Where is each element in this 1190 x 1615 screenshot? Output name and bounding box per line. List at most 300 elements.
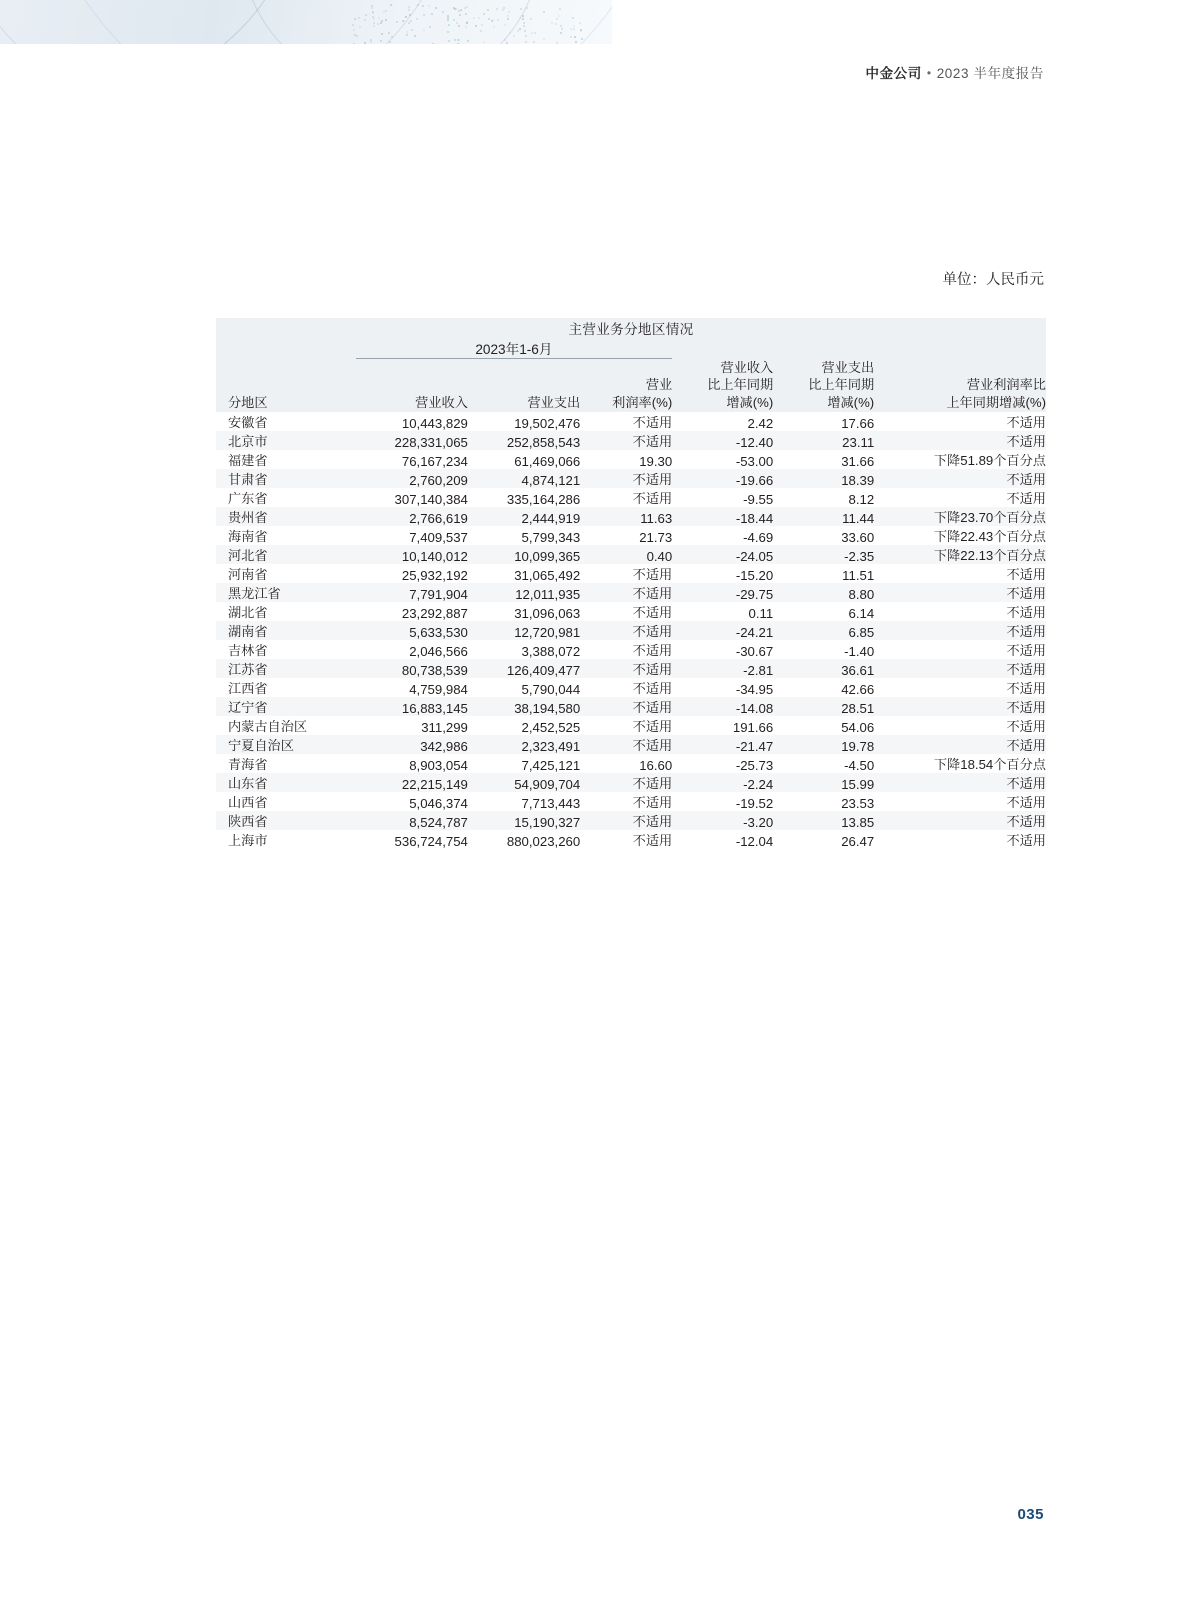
banner-dot-icon	[458, 39, 460, 41]
table-cell: 下降18.54个百分点	[933, 756, 1046, 772]
banner-dot-icon	[456, 8, 458, 10]
table-cell-region: 宁夏自治区	[228, 737, 294, 753]
table-cell-region: 湖南省	[228, 623, 268, 639]
table-cell: 不适用	[1006, 661, 1046, 677]
banner-dot-icon	[551, 22, 553, 24]
banner-dot-icon	[380, 22, 382, 24]
column-header-revenue-yoy	[672, 359, 773, 412]
table-cell: 26.47	[841, 833, 875, 849]
table-cell: 2,323,491	[521, 738, 581, 754]
table-cell: -19.52	[735, 795, 774, 811]
banner-dot-icon	[447, 31, 449, 33]
table-cell: 下降22.43个百分点	[933, 528, 1046, 544]
banner-dot-icon	[543, 11, 545, 13]
banner-dot-icon	[559, 8, 561, 10]
table-cell: 307,140,384	[394, 491, 468, 507]
banner-dot-icon	[507, 15, 509, 17]
table-cell-region: 内蒙古自治区	[228, 718, 308, 734]
banner-dot-icon	[353, 29, 355, 31]
banner-dot-icon	[533, 41, 535, 43]
table-row	[216, 640, 1046, 659]
table-cell: 4,874,121	[521, 472, 581, 488]
table-cell: 不适用	[1006, 832, 1046, 848]
table-cell: 311,299	[421, 719, 468, 735]
table-cell: 不适用	[1006, 718, 1046, 734]
table-cell: 不适用	[632, 414, 673, 430]
table-cell: 191.66	[732, 719, 774, 735]
banner-dot-icon	[579, 22, 581, 24]
table-cell: 不适用	[632, 737, 673, 753]
table-cell-region: 山西省	[228, 794, 268, 810]
table-cell: 54.06	[841, 719, 875, 735]
table-row	[216, 735, 1046, 754]
banner-dot-icon	[523, 22, 525, 24]
table-cell: 不适用	[632, 642, 673, 658]
table-row	[216, 431, 1046, 450]
table-cell: 7,425,121	[521, 757, 581, 773]
banner-dot-icon	[480, 30, 482, 32]
banner-dot-icon	[467, 40, 469, 42]
banner-dot-icon	[391, 36, 393, 38]
column-header-margin-yoy	[874, 359, 1046, 412]
table-cell: 42.66	[841, 681, 875, 697]
table-cell: 4,759,984	[409, 681, 468, 697]
banner-dot-icon	[526, 7, 528, 9]
banner-dot-icon	[509, 32, 511, 34]
banner-dot-icon	[388, 32, 390, 34]
banner-dot-icon	[431, 13, 433, 15]
banner-dot-icon	[475, 25, 477, 27]
table-cell: 不适用	[632, 718, 673, 734]
table-row	[216, 659, 1046, 678]
table-cell: 335,164,286	[506, 491, 581, 507]
table-row	[216, 754, 1046, 773]
table-cell: 11.63	[640, 510, 673, 526]
column-header-line: 营业收入	[720, 359, 774, 375]
table-cell-region: 江西省	[228, 680, 268, 696]
table-cell: 28.51	[841, 700, 875, 716]
banner-dot-icon	[497, 19, 499, 21]
period-spacer-right	[874, 338, 1046, 359]
table-cell: 不适用	[1006, 604, 1046, 620]
decorative-header-banner	[0, 0, 612, 44]
table-row	[216, 545, 1046, 564]
table-row	[216, 716, 1046, 735]
banner-dot-icon	[378, 17, 380, 19]
banner-dot-icon	[464, 7, 466, 9]
banner-dot-icon	[370, 41, 372, 43]
banner-dot-icon	[447, 19, 449, 21]
table-row	[216, 583, 1046, 602]
banner-dot-icon	[573, 28, 575, 30]
table-cell-region: 江苏省	[228, 661, 268, 677]
table-cell: 不适用	[1006, 737, 1046, 753]
banner-dot-icon	[524, 30, 526, 32]
table-cell-region: 河北省	[228, 547, 268, 563]
table-cell: -24.21	[735, 624, 774, 640]
banner-dot-icon	[442, 11, 444, 13]
table-cell-region: 福建省	[228, 452, 268, 468]
banner-dot-icon	[372, 12, 374, 14]
table-cell: 31,096,063	[514, 605, 581, 621]
column-header-line: 营业收入	[415, 395, 468, 411]
banner-dot-icon	[506, 42, 508, 44]
table-cell: 不适用	[1006, 471, 1046, 487]
banner-dot-icon	[417, 4, 419, 6]
table-row	[216, 602, 1046, 621]
banner-dot-icon	[572, 17, 574, 19]
column-header-line: 增减(%)	[827, 395, 875, 411]
table-cell: 5,790,044	[521, 681, 581, 697]
table-cell: 不适用	[1006, 680, 1046, 696]
banner-dot-icon	[416, 18, 418, 20]
table-cell: -30.67	[735, 643, 774, 659]
column-header-region	[216, 359, 356, 412]
table-cell: 23.53	[841, 795, 875, 811]
banner-dot-icon	[385, 10, 387, 12]
table-row	[216, 792, 1046, 811]
table-cell: 0.40	[646, 548, 673, 564]
table-cell: -4.50	[844, 757, 875, 773]
table-cell: 11.51	[842, 567, 875, 583]
column-header-line: 比上年同期	[707, 377, 774, 393]
table-cell: 不适用	[1006, 490, 1046, 506]
banner-dot-icon	[405, 16, 407, 18]
banner-dot-icon	[454, 39, 456, 41]
table-cell: 126,409,477	[506, 662, 581, 678]
table-cell-region: 吉林省	[228, 642, 268, 658]
column-header-line: 营业支出	[821, 359, 875, 375]
table-cell-region: 湖北省	[228, 604, 268, 620]
table-cell: 2,046,566	[409, 643, 468, 659]
table-row	[216, 526, 1046, 545]
table-cell: 不适用	[632, 661, 673, 677]
banner-dot-icon	[575, 41, 577, 43]
table-cell: 23.11	[842, 434, 875, 450]
banner-dot-icon	[352, 24, 354, 26]
banner-dot-icon	[465, 26, 467, 28]
table-cell: 不适用	[632, 623, 673, 639]
table-cell: 下降22.13个百分点	[933, 547, 1046, 563]
table-cell: 7,791,904	[409, 586, 468, 602]
banner-dot-icon	[520, 8, 522, 10]
banner-dot-icon	[561, 28, 563, 30]
banner-dot-icon	[432, 43, 434, 44]
table-cell: 11.44	[842, 510, 875, 526]
table-cell-region: 上海市	[228, 832, 268, 848]
banner-dot-icon	[428, 5, 430, 7]
table-cell: 8,524,787	[409, 814, 468, 830]
table-cell: 不适用	[632, 832, 673, 848]
table-cell: 10,140,012	[401, 548, 468, 564]
table-cell: 不适用	[632, 585, 673, 601]
table-cell: 不适用	[632, 699, 673, 715]
table-cell: 16,883,145	[401, 700, 468, 716]
table-cell: 31,065,492	[514, 567, 581, 583]
column-header-line: 分地区	[228, 395, 268, 411]
table-header	[216, 318, 1046, 412]
table-cell: 80,738,539	[401, 662, 468, 678]
column-header-line: 营业	[645, 377, 673, 393]
table-cell: 不适用	[1006, 699, 1046, 715]
table-row	[216, 469, 1046, 488]
banner-dot-icon	[488, 18, 490, 20]
table-cell: 0.11	[748, 605, 774, 621]
table-cell: 不适用	[1006, 433, 1046, 449]
table-cell: 342,986	[420, 738, 468, 754]
banner-dot-icon	[525, 35, 527, 37]
data-table	[216, 318, 1046, 849]
banner-dot-icon	[530, 18, 532, 20]
table-cell: 下降23.70个百分点	[933, 509, 1046, 525]
table-row	[216, 697, 1046, 716]
banner-dot-icon	[414, 35, 416, 37]
banner-dot-icon	[453, 19, 455, 21]
column-header-expense-yoy	[773, 359, 874, 412]
table-cell: 61,469,066	[514, 453, 581, 469]
table-cell: 3,388,072	[521, 643, 581, 659]
banner-dot-icon	[408, 6, 410, 8]
page-number: 035	[1017, 1506, 1044, 1523]
banner-dot-icon	[466, 22, 468, 24]
banner-dot-icon	[411, 29, 413, 31]
table-cell: 7,409,537	[409, 529, 468, 545]
table-cell-region: 广东省	[228, 490, 268, 506]
table-cell-region: 海南省	[228, 528, 268, 544]
banner-dot-icon	[365, 14, 367, 16]
table-cell: 不适用	[1006, 414, 1046, 430]
table-cell: 7,713,443	[521, 795, 581, 811]
table-cell-region: 河南省	[228, 566, 268, 582]
banner-dot-icon	[460, 9, 462, 11]
banner-dot-icon	[556, 42, 558, 44]
table-cell-region: 辽宁省	[228, 699, 268, 715]
banner-dot-icon	[573, 25, 575, 27]
table-cell: 17.66	[841, 415, 875, 431]
running-header-company: 中金公司	[865, 66, 922, 81]
banner-dot-icon	[356, 35, 358, 37]
table-row	[216, 412, 1046, 431]
banner-dot-icon	[523, 25, 525, 27]
table-cell: 不适用	[632, 813, 673, 829]
column-header-revenue	[356, 359, 468, 412]
table-cell: 2.42	[747, 415, 774, 431]
table-cell: 6.14	[848, 605, 875, 621]
table-cell: 19.78	[841, 738, 875, 754]
banner-dot-icon	[580, 30, 582, 32]
table-cell: 10,099,365	[514, 548, 581, 564]
table-cell: -53.00	[735, 453, 774, 469]
table-cell: 2,760,209	[409, 472, 468, 488]
table-cell: 不适用	[632, 775, 673, 791]
banner-dot-icon	[519, 17, 521, 19]
column-header-line: 营业支出	[527, 395, 581, 411]
banner-dot-icon	[517, 30, 519, 32]
table-cell: 不适用	[1006, 813, 1046, 829]
banner-dot-icon	[423, 29, 425, 31]
banner-dot-icon	[396, 21, 398, 23]
table-cell: 8.12	[848, 491, 875, 507]
table-cell: 5,799,343	[521, 529, 581, 545]
table-cell: 19,502,476	[514, 415, 581, 431]
table-cell: 12,720,981	[514, 624, 581, 640]
table-cell: 10,443,829	[401, 415, 468, 431]
table-cell: 不适用	[632, 680, 673, 696]
banner-dot-icon	[487, 9, 489, 11]
table-cell: 76,167,234	[401, 453, 468, 469]
banner-dot-icon	[408, 22, 410, 24]
table-cell: -34.95	[735, 681, 774, 697]
banner-dot-icon	[560, 32, 562, 34]
banner-dot-icon	[371, 7, 373, 9]
table-cell: 8.80	[848, 586, 875, 602]
banner-dot-icon	[581, 38, 583, 40]
table-cell: 5,633,530	[409, 624, 468, 640]
table-cell: -4.69	[743, 529, 774, 545]
banner-dot-icon	[373, 18, 375, 20]
column-header-line: 增减(%)	[726, 395, 774, 411]
table-cell: 不适用	[632, 490, 673, 506]
banner-dot-icon	[406, 31, 408, 33]
banner-dot-icon	[556, 18, 558, 20]
table-cell: 2,766,619	[409, 510, 468, 526]
column-header-line: 营业利润率比	[966, 377, 1046, 393]
banner-dot-icon	[465, 13, 467, 15]
banner-dot-icon	[483, 41, 485, 43]
table-cell-region: 贵州省	[228, 509, 268, 525]
running-header	[865, 62, 1044, 82]
table-row	[216, 811, 1046, 830]
table-cell: 不适用	[632, 604, 673, 620]
banner-dot-icon	[493, 26, 495, 28]
table-cell: 不适用	[632, 566, 673, 582]
banner-dot-icon	[410, 20, 412, 22]
table-title: 主营业务分地区情况	[568, 322, 694, 337]
table-row	[216, 678, 1046, 697]
table-cell: 536,724,754	[394, 833, 468, 849]
banner-dot-icon	[570, 28, 572, 30]
table-cell: 2,444,919	[521, 510, 581, 526]
table-cell-region: 甘肃省	[228, 471, 268, 487]
banner-dot-field	[352, 4, 582, 44]
table-cell: 18.39	[841, 472, 875, 488]
table-cell: 15.99	[841, 776, 875, 792]
table-cell: 不适用	[632, 433, 673, 449]
table-cell: 31.66	[841, 453, 875, 469]
table-row	[216, 488, 1046, 507]
table-period-row	[216, 338, 1046, 359]
banner-dot-icon	[458, 25, 460, 27]
banner-dot-icon	[456, 22, 458, 24]
table-cell: 6.85	[848, 624, 875, 640]
table-cell: 2,452,525	[521, 719, 581, 735]
banner-dot-icon	[543, 38, 545, 40]
table-cell: 不适用	[1006, 642, 1046, 658]
table-cell: 不适用	[1006, 623, 1046, 639]
banner-dot-icon	[570, 36, 572, 38]
table-cell: -12.40	[735, 434, 774, 450]
table-cell: -2.81	[743, 662, 774, 678]
table-row	[216, 564, 1046, 583]
table-cell: 38,194,580	[514, 700, 581, 716]
table-cell: -12.04	[735, 833, 774, 849]
unit-note: 单位：人民币元	[942, 272, 1044, 288]
table-cell-region: 陕西省	[228, 813, 268, 829]
column-header-profit-margin	[580, 359, 672, 412]
table-cell: 54,909,704	[514, 776, 581, 792]
period-spacer-left	[216, 338, 356, 359]
table-cell: 不适用	[1006, 585, 1046, 601]
table-cell-region: 北京市	[228, 433, 268, 449]
banner-dot-icon	[377, 23, 379, 25]
table-body	[216, 412, 1046, 849]
period-spacer-right	[773, 338, 874, 359]
banner-dot-icon	[534, 32, 536, 34]
table-cell: -29.75	[735, 586, 774, 602]
table-cell-region: 青海省	[228, 756, 268, 772]
banner-dot-icon	[457, 43, 459, 44]
table-cell: -3.20	[743, 814, 774, 830]
table-cell: 16.60	[639, 757, 673, 773]
table-cell: 5,046,374	[409, 795, 468, 811]
table-cell: 15,190,327	[514, 814, 581, 830]
table-row	[216, 773, 1046, 792]
banner-dot-icon	[359, 26, 361, 28]
period-label: 2023年1-6月	[356, 338, 673, 359]
banner-dot-icon	[447, 17, 449, 19]
banner-dot-icon	[385, 19, 387, 21]
banner-dot-icon	[364, 42, 366, 44]
table-cell: -21.47	[735, 738, 774, 754]
banner-dot-icon	[364, 19, 366, 21]
banner-dot-icon	[390, 4, 392, 6]
column-header-line: 比上年同期	[808, 377, 875, 393]
banner-dot-icon	[508, 11, 510, 13]
banner-dot-icon	[373, 25, 375, 27]
banner-dot-icon	[513, 35, 515, 37]
banner-dot-icon	[478, 17, 480, 19]
table-cell: -19.66	[735, 472, 774, 488]
table-cell: 25,932,192	[401, 567, 468, 583]
table-cell: 252,858,543	[506, 434, 581, 450]
table-cell: -25.73	[735, 757, 774, 773]
table-cell: 36.61	[841, 662, 875, 678]
table-cell: 23,292,887	[401, 605, 468, 621]
banner-dot-icon	[353, 43, 355, 44]
banner-dot-icon	[448, 40, 450, 42]
banner-dot-icon	[381, 33, 383, 35]
banner-dot-icon	[409, 14, 411, 16]
banner-dot-icon	[502, 9, 504, 11]
table-cell: -2.35	[844, 548, 875, 564]
column-header-line: 利润率(%)	[612, 395, 673, 411]
banner-dot-icon	[522, 15, 524, 17]
banner-dot-icon	[448, 24, 450, 26]
table-cell: 13.85	[841, 814, 875, 830]
banner-dot-icon	[525, 41, 527, 43]
column-header-expense	[468, 359, 580, 412]
table-cell: -24.05	[735, 548, 774, 564]
table-cell: -14.08	[735, 700, 774, 716]
banner-dot-icon	[558, 15, 560, 17]
banner-dot-icon	[389, 41, 391, 43]
table-cell: 8,903,054	[409, 757, 468, 773]
table-cell: 33.60	[841, 529, 875, 545]
period-spacer-right	[672, 338, 773, 359]
banner-dot-icon	[408, 9, 410, 11]
banner-dot-icon	[560, 25, 562, 27]
banner-dot-icon	[435, 7, 437, 9]
